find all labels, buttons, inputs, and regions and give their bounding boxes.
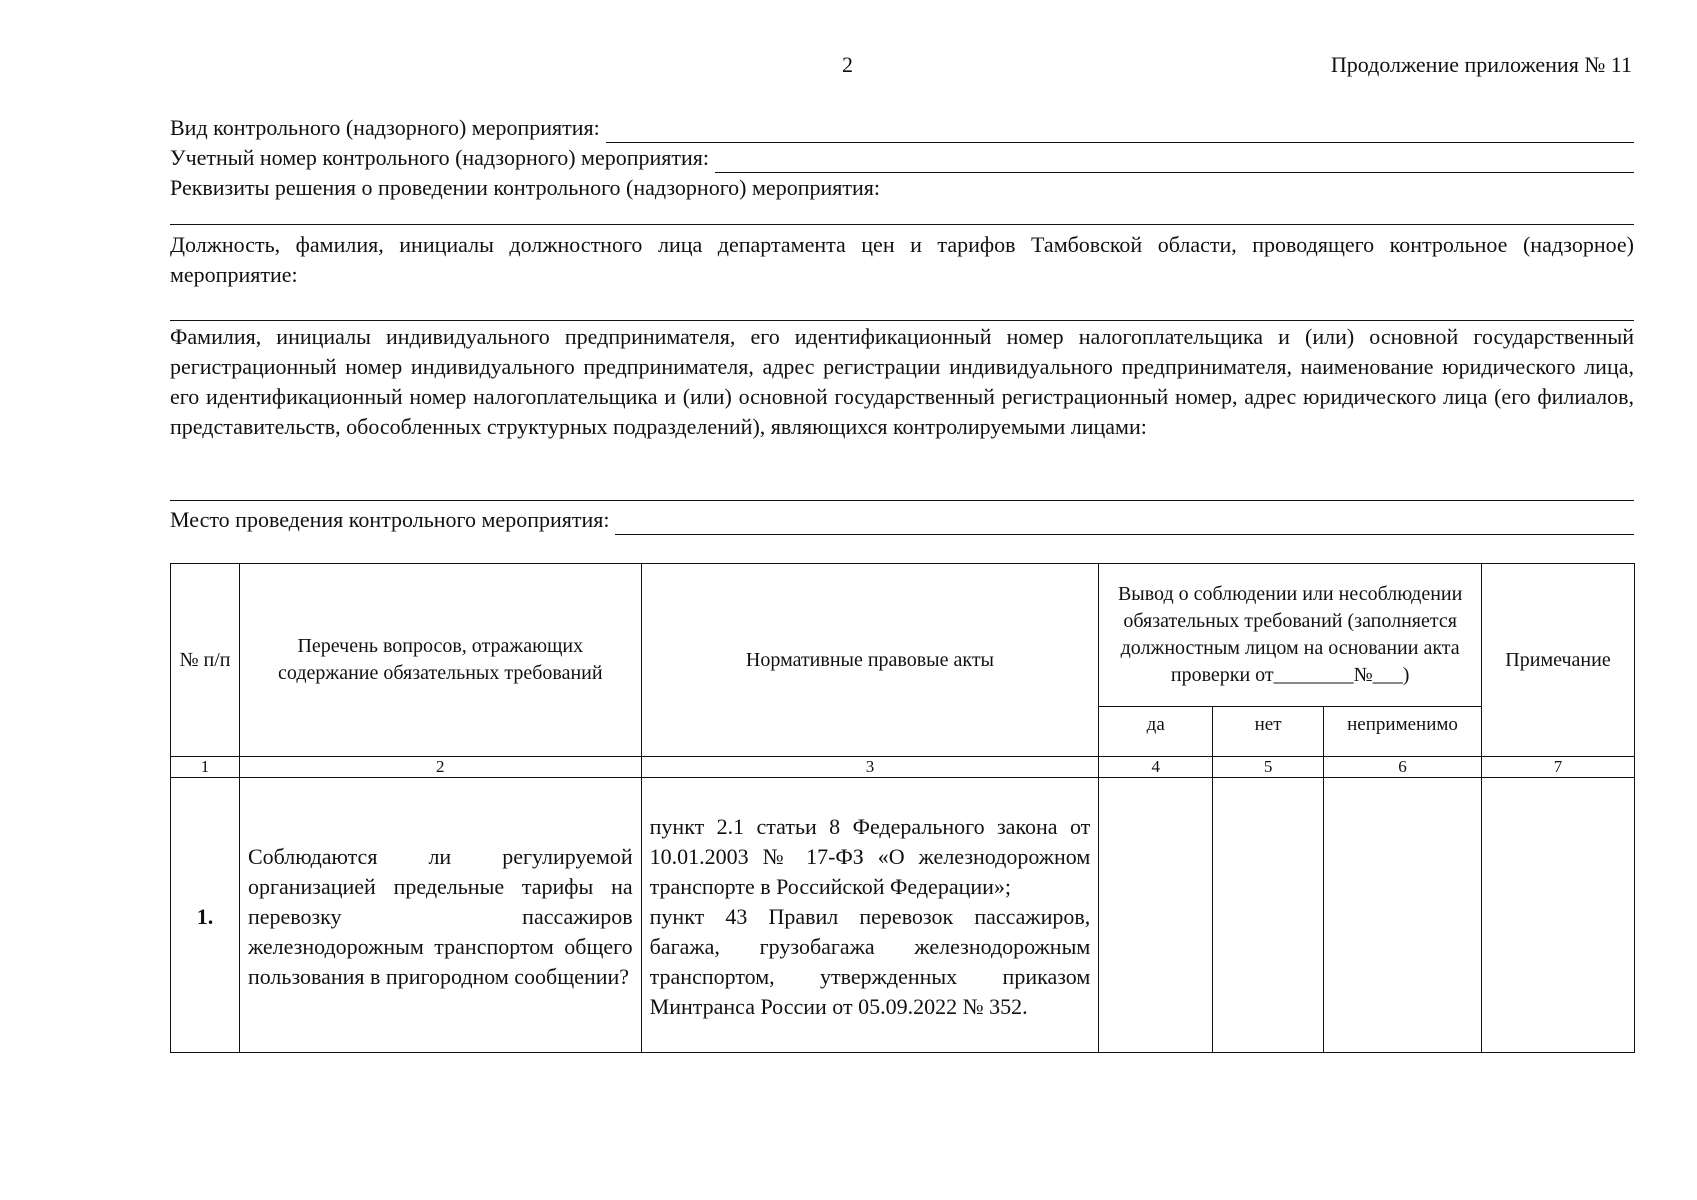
row-no-cell[interactable] bbox=[1213, 778, 1324, 1053]
page-number: 2 bbox=[842, 52, 853, 77]
control-type-label: Вид контрольного (надзорного) мероприятия: bbox=[170, 115, 600, 140]
row-note-cell[interactable] bbox=[1482, 778, 1635, 1053]
appendix-note: Продолжение приложения № 11 bbox=[1330, 52, 1632, 77]
decision-details-label: Реквизиты решения о проведении контрольного (надзорного) мероприятия: bbox=[170, 175, 880, 200]
row-acts-part2: пункт 43 Правил перевозок пассажиров, багажа, грузобагажа железнодорожным транспортом, утвержденных приказом Минтранса России от 05.09.2022 № 352. bbox=[649, 904, 1091, 1019]
column-number: 1 bbox=[171, 757, 240, 778]
registration-number-field bbox=[170, 143, 1634, 173]
official-blank[interactable] bbox=[170, 320, 1634, 321]
row-number: 1. bbox=[171, 778, 240, 1053]
row-na-cell[interactable] bbox=[1324, 778, 1482, 1053]
place-blank[interactable] bbox=[615, 512, 1634, 535]
table-row bbox=[171, 778, 1635, 1053]
header-questions: Перечень вопросов, отражающих содержание обязательных требований bbox=[239, 564, 641, 757]
row-question: Соблюдаются ли регулируемой организацией предельные тарифы на перевозку пассажиров железнодорожным транспортом общего пользования в пригородном сообщении? bbox=[239, 778, 641, 1053]
registration-number-label: Учетный номер контрольного (надзорного) мероприятия: bbox=[170, 145, 710, 170]
registration-number-blank[interactable] bbox=[715, 150, 1634, 173]
control-type-field bbox=[170, 113, 1634, 143]
column-number: 2 bbox=[239, 757, 641, 778]
column-number: 6 bbox=[1324, 757, 1482, 778]
control-type-blank[interactable] bbox=[606, 120, 1634, 143]
column-number: 5 bbox=[1213, 757, 1324, 778]
header-na: неприменимо bbox=[1324, 707, 1482, 757]
decision-details-blank[interactable] bbox=[170, 224, 1634, 225]
row-acts bbox=[641, 778, 1099, 1053]
controlled-persons-blank[interactable] bbox=[170, 500, 1634, 501]
header-no: нет bbox=[1213, 707, 1324, 757]
row-acts-part1: пункт 2.1 статьи 8 Федерального закона от 10.01.2003 № 17-ФЗ «О железнодорожном транспорте в Российской Федерации»; bbox=[649, 814, 1091, 899]
decision-details-field bbox=[170, 173, 1634, 203]
column-number: 3 bbox=[641, 757, 1099, 778]
controlled-persons-label: Фамилия, инициалы индивидуального предпринимателя, его идентификационный номер налогоплательщика и (или) основной государственный регистрационный номер индивидуального предпринимателя, адрес регистрации индивидуального предпринимателя, наименование юридического лица, его идентификационный номер налогоплательщика и (или) основной государственный регистрационный номер, адрес юридического лица (его филиалов, представительств, обособленных структурных подразделений), являющихся контролируемыми лицами: bbox=[170, 324, 1634, 439]
place-field bbox=[170, 505, 1634, 535]
header-yes: да bbox=[1099, 707, 1213, 757]
row-yes-cell[interactable] bbox=[1099, 778, 1213, 1053]
header-conclusion: Вывод о соблюдении или несоблюдении обязательных требований (заполняется должностным лицом на основании акта проверки от________№___) bbox=[1099, 564, 1482, 707]
header-acts: Нормативные правовые акты bbox=[641, 564, 1099, 757]
header-num: № п/п bbox=[171, 564, 240, 757]
header-note: Примечание bbox=[1482, 564, 1635, 757]
place-label: Место проведения контрольного мероприятия: bbox=[170, 507, 610, 532]
column-number: 7 bbox=[1482, 757, 1635, 778]
checklist-table bbox=[170, 563, 1635, 1053]
column-number: 4 bbox=[1099, 757, 1213, 778]
official-label: Должность, фамилия, инициалы должностного лица департамента цен и тарифов Тамбовской области, проводящего контрольное (надзорное) мероприятие: bbox=[170, 232, 1634, 287]
